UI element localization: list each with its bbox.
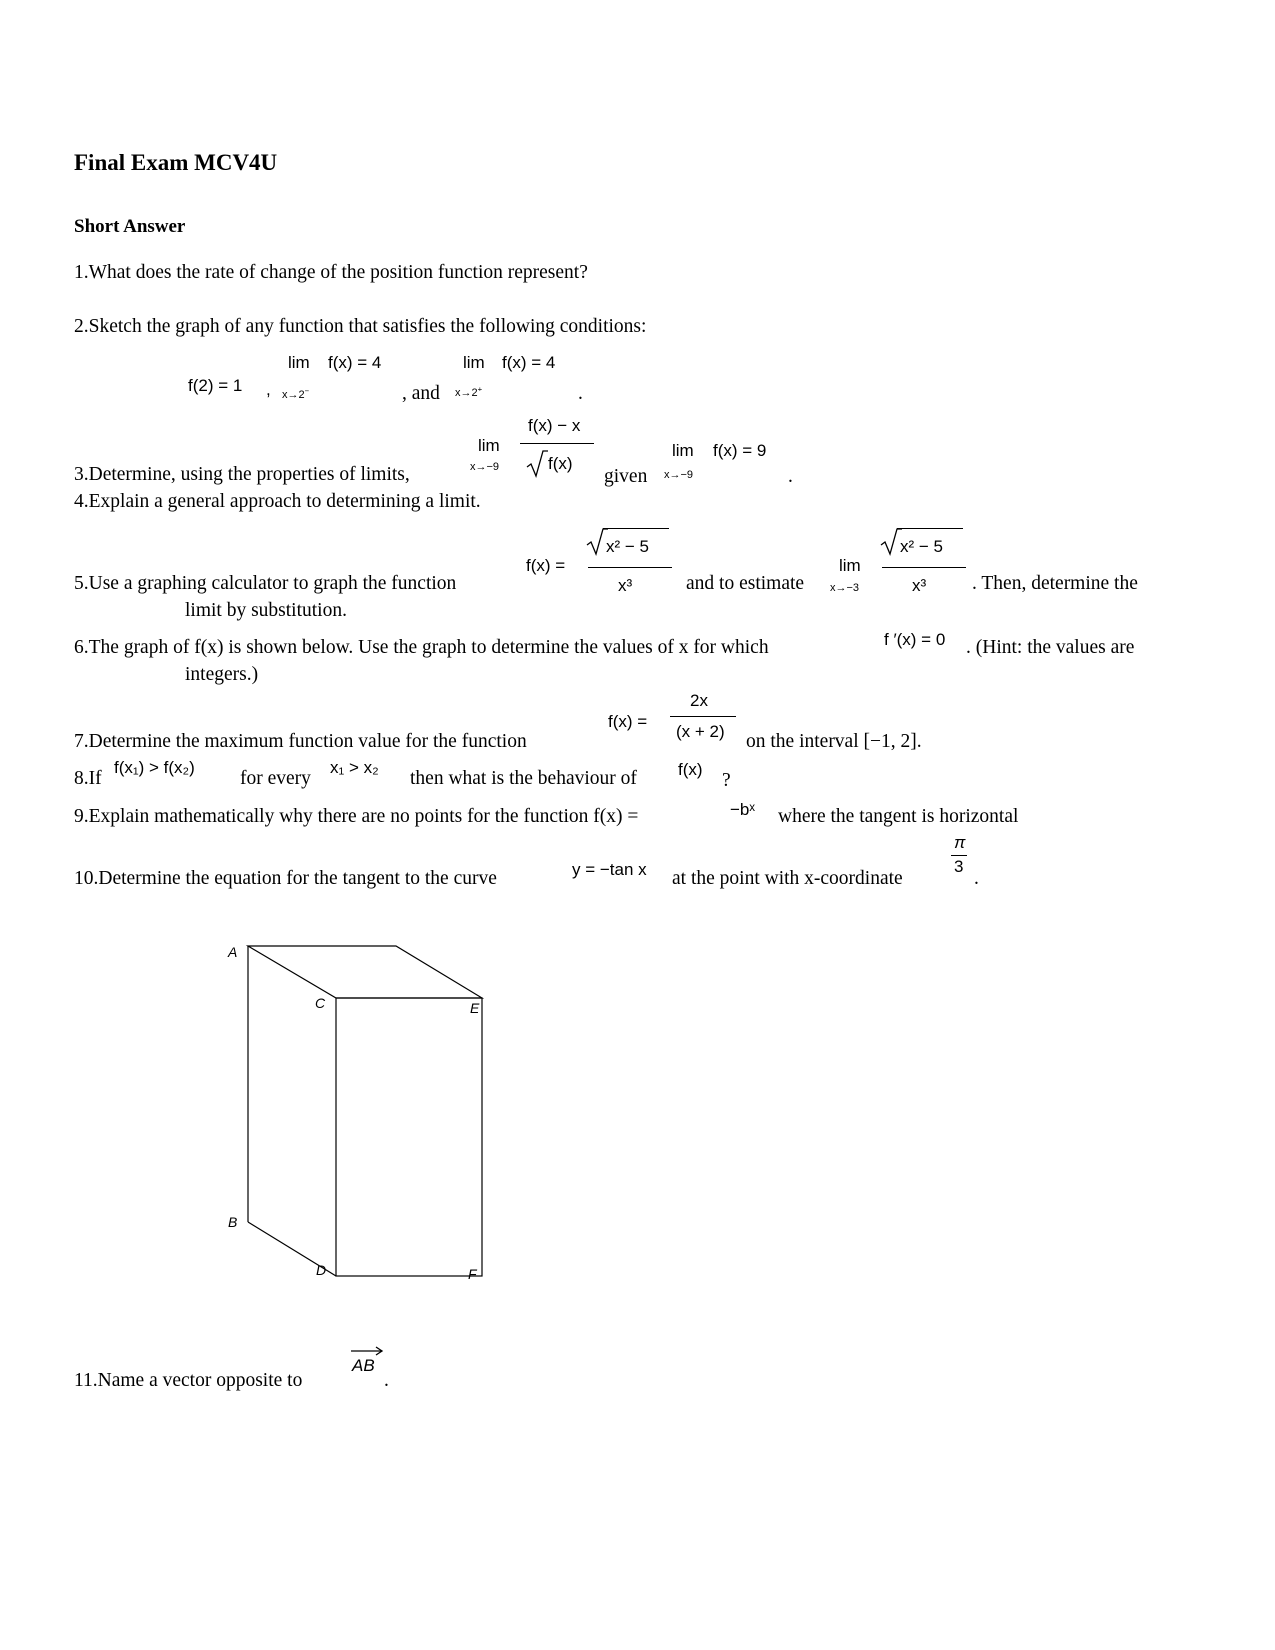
period: . xyxy=(578,383,583,404)
lim-left-expr: f(x) = 4 xyxy=(328,353,382,372)
sqrt-icon xyxy=(586,527,608,557)
section-heading: Short Answer xyxy=(74,216,186,237)
q7-numerator: 2x xyxy=(690,691,708,710)
q10-denominator: 3 xyxy=(954,857,964,876)
q3-lim2-expr: f(x) = 9 xyxy=(713,441,767,460)
q5-numerator: x² − 5 xyxy=(606,537,649,556)
question-5: 5.Use a graphing calculator to graph the function xyxy=(74,573,457,594)
condition-f2: f(2) = 1 xyxy=(188,376,243,395)
question-8-if: 8.If xyxy=(74,768,102,789)
q6-hint: . (Hint: the values are xyxy=(966,637,1135,658)
q10-at: at the point with x-coordinate xyxy=(672,868,903,889)
period: . xyxy=(384,1370,389,1391)
sqrt-icon xyxy=(526,449,548,479)
q5-lim-numerator: x² − 5 xyxy=(900,537,943,556)
q5-denominator: x³ xyxy=(618,576,633,595)
question-9: 9.Explain mathematically why there are no points for the function f(x) = xyxy=(74,806,639,827)
vertex-label-b: B xyxy=(228,1214,238,1230)
lim-right-expr: f(x) = 4 xyxy=(502,353,556,372)
vector-arrow-icon xyxy=(350,1346,384,1356)
q8-then: then what is the behaviour of xyxy=(410,768,637,789)
q7-fx: f(x) = xyxy=(608,712,648,731)
vertex-label-f: F xyxy=(468,1266,477,1282)
vertex-label-d: D xyxy=(316,1262,327,1278)
sqrt-icon xyxy=(880,527,902,557)
q3-denominator: f(x) xyxy=(548,454,573,473)
vertex-label-e: E xyxy=(470,1000,480,1016)
q3-lim2: lim xyxy=(672,441,694,460)
question-10: 10.Determine the equation for the tangent to the curve xyxy=(74,868,497,889)
q3-lim: lim xyxy=(478,436,500,455)
lim-left-sub: x→2− xyxy=(282,386,310,401)
q8-expr3: f(x) xyxy=(678,760,703,779)
q8-question-mark: ? xyxy=(722,770,731,791)
period: . xyxy=(974,868,979,889)
q3-numerator: f(x) − x xyxy=(528,416,581,435)
q5-then: . Then, determine the xyxy=(972,573,1138,594)
q10-expr: y = −tan x xyxy=(572,860,647,879)
prism-diagram xyxy=(200,930,500,1310)
question-4: 4.Explain a general approach to determining a limit. xyxy=(74,491,481,512)
q3-lim-sub: x→−9 xyxy=(470,461,500,473)
q8-for-every: for every xyxy=(240,768,311,789)
q9-expr: −bˣ xyxy=(730,800,755,819)
q3-lim2-sub: x→−9 xyxy=(664,469,694,481)
question-6-line2: integers.) xyxy=(185,664,259,685)
q11-vector: AB xyxy=(352,1356,375,1375)
lim-right: lim xyxy=(463,353,485,372)
comma: , xyxy=(266,380,271,399)
lim-right-sub: x→2+ xyxy=(455,384,483,399)
question-7: 7.Determine the maximum function value for the function xyxy=(74,731,527,752)
and-text: , and xyxy=(402,383,440,404)
question-2: 2.Sketch the graph of any function that satisfies the following conditions: xyxy=(74,316,647,337)
q5-lim-denominator: x³ xyxy=(912,576,927,595)
vertex-label-a: A xyxy=(228,944,238,960)
q9-end: where the tangent is horizontal xyxy=(778,806,1019,827)
and-to-estimate: and to estimate xyxy=(686,573,805,594)
q7-denominator: (x + 2) xyxy=(676,722,725,741)
lim-left: lim xyxy=(288,353,310,372)
q5-fx: f(x) = xyxy=(526,556,566,575)
question-6: 6.The graph of f(x) is shown below. Use the graph to determine the values of x for which xyxy=(74,637,769,658)
q10-numerator: π xyxy=(954,833,966,852)
q8-expr2: x₁ > x₂ xyxy=(330,758,379,777)
q5-lim: lim xyxy=(839,556,861,575)
question-11: 11.Name a vector opposite to xyxy=(74,1370,303,1391)
q6-expr: f ′(x) = 0 xyxy=(884,630,946,649)
q8-expr1: f(x₁) > f(x₂) xyxy=(114,758,195,777)
vertex-label-c: C xyxy=(315,995,326,1011)
q7-interval: on the interval [−1, 2]. xyxy=(746,731,922,752)
page-title: Final Exam MCV4U xyxy=(74,150,278,175)
period: . xyxy=(788,466,793,487)
question-3: 3.Determine, using the properties of limits, xyxy=(74,464,410,485)
given-text: given xyxy=(604,466,648,487)
question-5-line2: limit by substitution. xyxy=(185,600,347,621)
question-1: 1.What does the rate of change of the position function represent? xyxy=(74,262,588,283)
q5-lim-sub: x→−3 xyxy=(830,582,860,594)
